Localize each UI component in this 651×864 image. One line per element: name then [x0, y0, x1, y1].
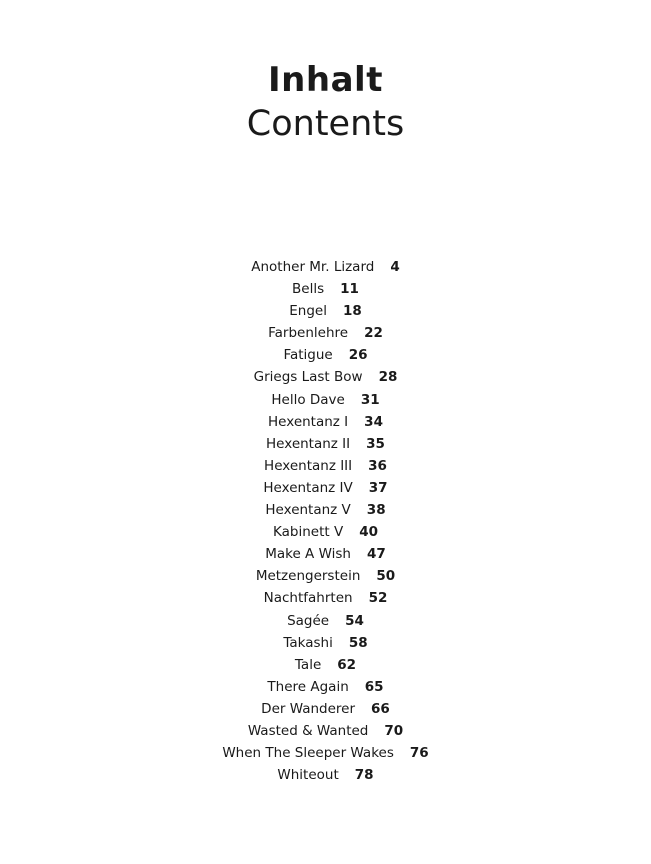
toc-entry-title: Hexentanz IV: [263, 479, 353, 496]
toc-entry: [0, 565, 651, 587]
toc-entry: [0, 322, 651, 344]
toc-entry-title: Der Wanderer: [261, 700, 356, 717]
toc-entry-page-number: 54: [345, 612, 364, 629]
toc-entry-title: There Again: [267, 678, 349, 695]
page-title-english: Contents: [246, 104, 405, 144]
toc-entry-title: Farbenlehre: [268, 325, 349, 342]
page-title-german: Inhalt: [268, 60, 383, 100]
table-of-contents: [0, 256, 651, 786]
toc-entry: [0, 543, 651, 565]
toc-entry: [0, 654, 651, 676]
toc-entry-page-number: 11: [340, 281, 359, 298]
toc-entry-page-number: 38: [366, 502, 386, 519]
toc-entry-page-number: 58: [348, 634, 368, 651]
toc-entry-title: Bells: [292, 281, 325, 298]
toc-entry-page-number: 28: [378, 369, 398, 386]
toc-entry-title: Tale: [294, 656, 322, 673]
toc-entry-title: When The Sleeper Wakes: [222, 745, 394, 762]
toc-entry-title: Hexentanz II: [266, 435, 351, 452]
toc-entry-page-number: 76: [409, 745, 429, 762]
toc-entry: [0, 256, 651, 278]
toc-entry-page-number: 52: [368, 590, 388, 607]
toc-entry: [0, 698, 651, 720]
toc-entry-title: Whiteout: [277, 767, 339, 784]
toc-entry: [0, 389, 651, 411]
toc-entry: [0, 499, 651, 521]
toc-entry-page-number: 66: [371, 700, 390, 717]
toc-entry-page-number: 47: [366, 546, 386, 563]
toc-entry-page-number: 78: [354, 767, 374, 784]
toc-entry-page-number: 40: [359, 524, 378, 541]
toc-entry-title: Hexentanz I: [268, 413, 349, 430]
toc-entry-page-number: 18: [342, 303, 362, 320]
toc-entry: [0, 610, 651, 632]
toc-entry: [0, 477, 651, 499]
toc-entry-title: Hexentanz V: [265, 502, 351, 519]
toc-entry-page-number: 50: [376, 568, 396, 585]
toc-entry: [0, 433, 651, 455]
toc-entry-title: Make A Wish: [265, 546, 351, 563]
toc-entry-title: Metzengerstein: [255, 568, 361, 585]
toc-entry-page-number: 37: [368, 479, 388, 496]
toc-entry-page-number: 34: [364, 413, 383, 430]
toc-entry-title: Sagée: [287, 612, 330, 629]
toc-entry-page-number: 36: [368, 457, 387, 474]
toc-entry: [0, 278, 651, 300]
toc-entry-title: Kabinett V: [273, 524, 344, 541]
toc-entry-page-number: 65: [364, 678, 384, 695]
toc-entry: [0, 764, 651, 786]
toc-entry: [0, 676, 651, 698]
toc-entry-title: Fatigue: [283, 347, 333, 364]
toc-entry: [0, 366, 651, 388]
toc-entry: [0, 411, 651, 433]
toc-entry-page-number: 31: [360, 391, 380, 408]
toc-entry-page-number: 22: [364, 325, 383, 342]
toc-entry-page-number: 4: [390, 259, 400, 275]
toc-entry-title: Takashi: [283, 634, 333, 651]
toc-entry-title: Another Mr. Lizard: [251, 259, 375, 275]
toc-entry-page-number: 35: [366, 435, 385, 452]
toc-entry-title: Griegs Last Bow: [253, 369, 363, 386]
toc-entry: [0, 587, 651, 609]
toc-entry-title: Nachtfahrten: [263, 590, 353, 607]
toc-entry-title: Hexentanz III: [264, 457, 353, 474]
toc-entry: [0, 300, 651, 322]
toc-entry: [0, 455, 651, 477]
toc-entry: [0, 521, 651, 543]
toc-entry-page-number: 70: [384, 722, 404, 739]
toc-entry: [0, 632, 651, 654]
toc-entry-page-number: 26: [348, 347, 368, 364]
toc-entry-title: Engel: [289, 303, 327, 320]
toc-entry: [0, 742, 651, 764]
toc-entry-page-number: 62: [337, 656, 357, 673]
toc-entry-title: Wasted & Wanted: [247, 722, 369, 739]
toc-entry: [0, 344, 651, 366]
toc-entry-title: Hello Dave: [271, 391, 345, 408]
toc-entry: [0, 720, 651, 742]
